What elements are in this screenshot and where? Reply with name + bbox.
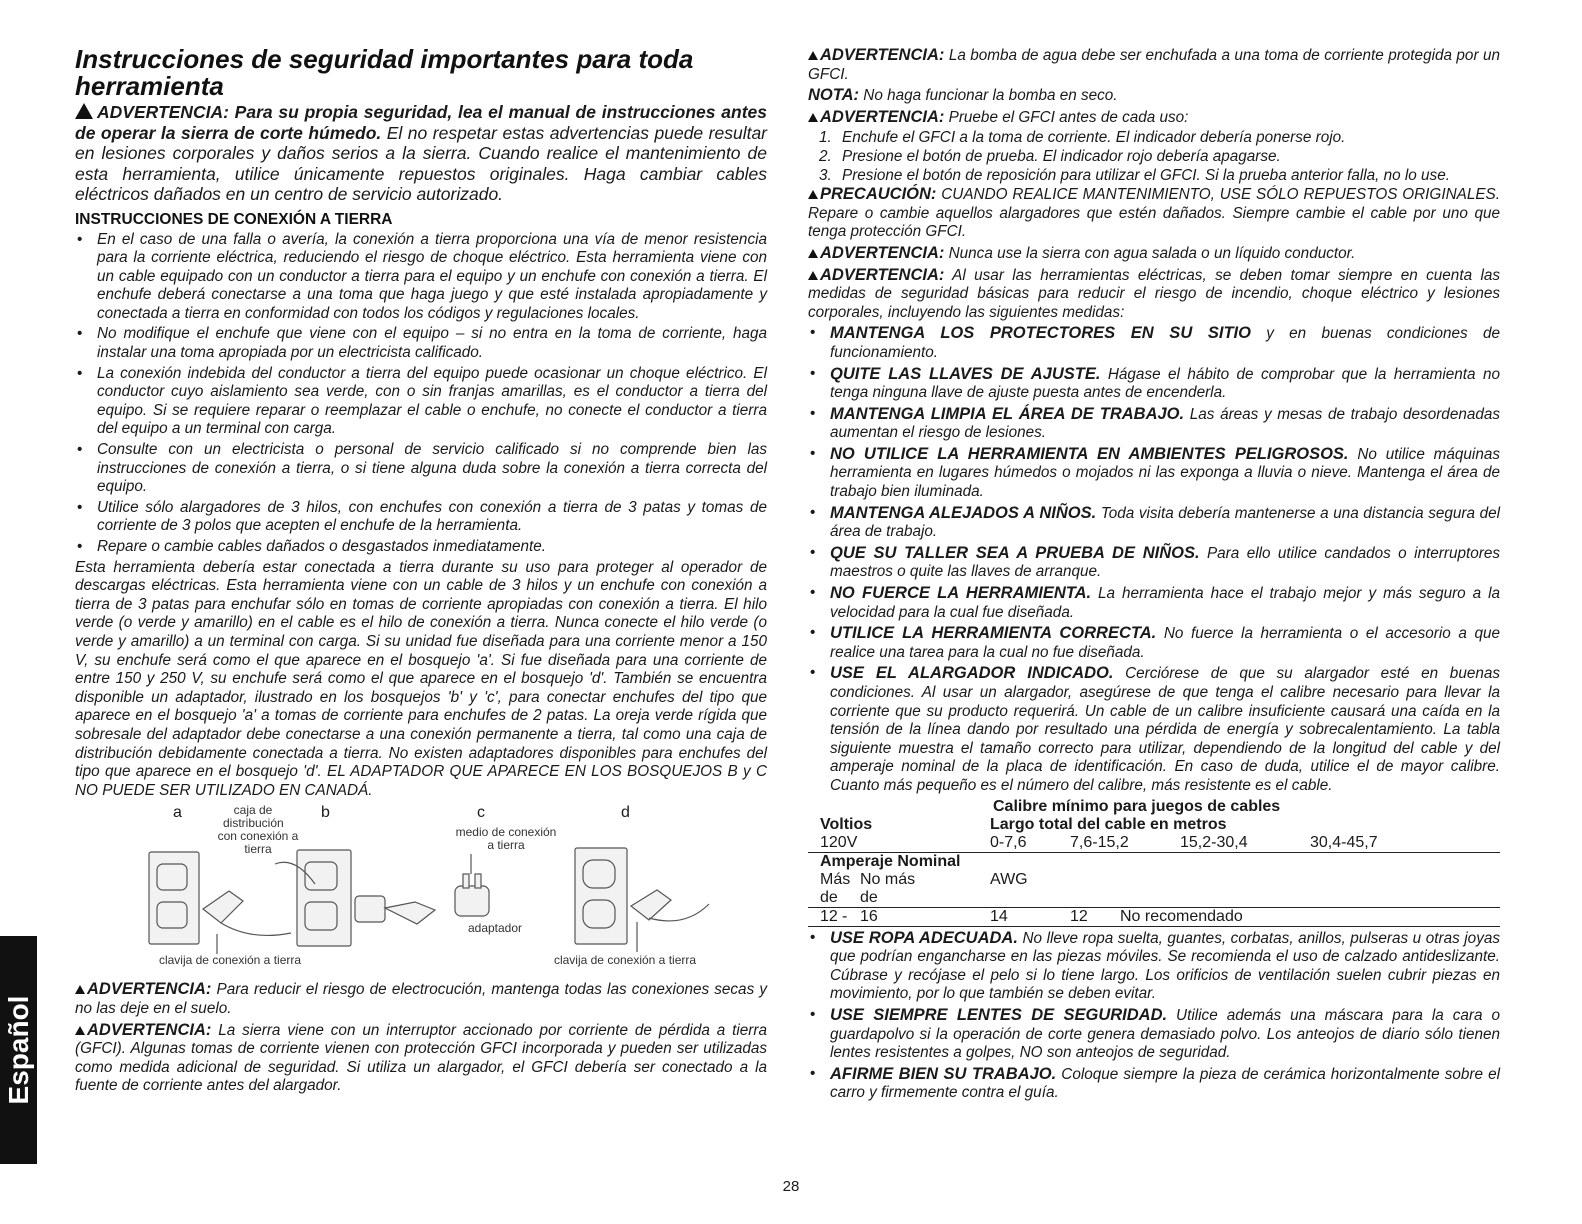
intro-rest: El no respetar estas advertencias puede resultar en lesiones corporales y daños serios a la sierra. Cuando realice el mantenimiento de esta herramienta, utilice únicamente repuestos originales. Haga cambiar cables eléctricos dañados en un centro de servicio autorizado. (75, 122, 768, 204)
list-item: 2. Presione el botón de prueba. El indicador rojo debería apagarse. (836, 148, 1500, 167)
warning-salt-water: ADVERTENCIA: Nunca use la sierra con agua salada o un líquido conductor. (808, 244, 1500, 264)
warning-general: ADVERTENCIA: Al usar las herramientas eléctricas, se deben tomar siempre en cuenta las medidas de seguridad básicas para reducir el riesgo de incendio, choque eléctrico y lesiones corporales, incluyendo las siguientes medidas: (808, 265, 1500, 321)
figure-label-c: c (477, 804, 485, 822)
caption-conn: con conexión a tierra (217, 829, 299, 857)
warning-icon (808, 113, 818, 122)
left-column (75, 46, 767, 1098)
caption-adaptador: adaptador (467, 921, 523, 936)
figure-label-a: a (173, 804, 182, 822)
grounding-figure (75, 804, 767, 974)
list-item: • Consulte con un electricista o personal de servicio calificado si no comprende bien las instrucciones de conexión a tierra, o si tiene alguna duda sobre la conexión a tierra correcta del equipo. (75, 441, 767, 497)
warning-pump: ADVERTENCIA: La bomba de agua debe ser enchufada a una toma de corriente protegida por un GFCI. (808, 46, 1500, 83)
figure-label-b: b (321, 804, 330, 822)
list-item: • La conexión indebida del conductor a tierra del equipo puede ocasionar un choque eléctrico. El conductor cuyo aislamiento sea verde, con o sin franjas amarillas, es el conductor a tierra del equipo. Si se requiere reparar o reemplazar el cable o enchufe, no conecte el conductor a tierra del equipo a un terminal con carga. (75, 365, 767, 439)
list-item: • USE SIEMPRE LENTES DE SEGURIDAD. Utilice además una máscara para la cara o guardapolvo si la operación de corte genera demasiado polvo. Los anteojos de diario sólo tienen lentes resistentes a golpes, NO son anteojos de seguridad. (808, 1006, 1500, 1063)
table-row: 120V 0-7,6 7,6-15,2 15,2-30,4 30,4-45,7 (808, 834, 1500, 853)
list-item: 1. Enchufe el GFCI a la toma de corriente. El indicador debería ponerse rojo. (836, 129, 1500, 148)
figure-drawings (75, 804, 767, 974)
intro-warning (75, 102, 767, 205)
list-item: • QUITE LAS LLAVES DE AJUSTE. Hágase el hábito de comprobar que la herramienta no tenga ninguna llave de ajuste puesta antes de encenderla. (808, 365, 1500, 403)
precaution: PRECAUCIÓN: CUANDO REALICE MANTENIMIENTO, USE SÓLO REPUESTOS ORIGINALES. Repare o cambie aquellos alargadores que estén dañados. Siempre cambie el cable por uno que tenga protección GFCI. (808, 185, 1500, 241)
gfci-steps (808, 129, 1500, 185)
warning-icon (75, 103, 93, 119)
list-item: • NO UTILICE LA HERRAMIENTA EN AMBIENTES PELIGROSOS. No utilice máquinas herramienta en lugares húmedos o mojados ni las exponga a lluvia o nieve. Mantenga el área de trabajo bien iluminada. (808, 445, 1500, 502)
table-title: Calibre mínimo para juegos de cables (993, 797, 1281, 815)
table-amp-label: Amperaje Nominal (820, 852, 961, 870)
ground-list (75, 231, 767, 557)
list-item: • AFIRME BIEN SU TRABAJO. Coloque siempre la pieza de cerámica horizontalmente sobre el carro y firmemente contra el guía. (808, 1065, 1500, 1103)
ground-paragraph: Esta herramienta debería estar conectada a tierra durante su uso para proteger al operador de descargas eléctricas. Esta herramienta viene con un cable de 3 hilos y un enchufe con conexión a tierra de 3 patas para enchufar sólo en tomas de corriente apropiadas con conexión a tierra. El hilo verde (o verde y amarillo) en el cable es el hilo de conexión a tierra. Nunca conecte el hilo verde (o verde y amarillo) a un terminal con carga. Si su unidad fue diseñada para una corriente menor a 150 V, su enchufe será como el que aparece en el bosquejo 'a'. Si fue diseñada para una corriente de entre 150 y 250 V, su enchufe será como el que aparece en el bosquejo 'd'. También se encuentra disponible un adaptador, ilustrado en los bosquejos 'b' y 'c', para conectar enchufes del tipo que aparece en el bosquejo 'a' a tomas de corriente para enchufes de 2 patas. La oreja verde rígida que sobresale del adaptador debe conectarse a una conexión permanente a tierra, tal como una caja de distribución debidamente conectada a tierra. No existen adaptadores disponibles para enchufes del tipo que aparece en el bosquejo 'd'. EL ADAPTADOR QUE APARECE EN LOS BOSQUEJOS B y C NO PUEDE SER UTILIZADO EN CANADÁ. (75, 558, 767, 799)
warning-icon (808, 271, 818, 280)
list-item: • NO FUERCE LA HERRAMIENTA. La herramienta hace el trabajo mejor y más seguro a la velocidad para la cual fue diseñada. (808, 584, 1500, 622)
table-voltios: Voltios (820, 815, 873, 833)
caption-box: caja de distribución (223, 803, 284, 831)
list-item: • En el caso de una falla o avería, la conexión a tierra proporciona una vía de menor resistencia para la corriente eléctrica, reduciendo el riesgo de choque eléctrico. Esta herramienta viene con un cable equipado con un conductor a tierra para el equipo y un enchufe con conexión a tierra. El enchufe deberá conectarse a una toma que haga juego y que esté instalada apropiadamente y conectada a tierra en conformidad con todos los códigos y regulaciones locales. (75, 231, 767, 324)
safety-rules (808, 324, 1500, 795)
safety-rules-2 (808, 929, 1500, 1103)
warning-icon (808, 249, 818, 258)
list-item: • No modifique el enchufe que viene con el equipo – si no entra en la toma de corriente, haga instalar una toma apropiada por un electricista calificado. (75, 325, 767, 362)
page-title: Instrucciones de seguridad importantes para toda herramienta (75, 44, 694, 101)
side-tab-label: Español (2, 995, 34, 1105)
table-row: de de (820, 888, 878, 906)
nota: NOTA: No haga funcionar la bomba en seco. (808, 86, 1118, 105)
warning-icon (808, 51, 818, 60)
list-item: • Utilice sólo alargadores de 3 hilos, con enchufes con conexión a tierra de 3 patas y tomas de corriente de 3 polos que acepten el enchufe de la herramienta. (75, 499, 767, 536)
table-largo: Largo total del cable en metros (990, 815, 1227, 833)
page-number: 28 (782, 1178, 800, 1195)
warning-gfci: ADVERTENCIA: La sierra viene con un interruptor accionado por corriente de pérdida a tierra (GFCI). Algunas tomas de corriente vienen con protección GFCI incorporada y pueden ser utilizadas como medida adicional de seguridad. Si utiliza un alargador, el GFCI debería ser conectado a la fuente de corriente antes del alargador. (75, 1020, 767, 1095)
table-row: 12 - 16 14 12 No recomendado (808, 907, 1500, 927)
intro-bold: ADVERTENCIA: Para su propia seguridad, lea el manual de instrucciones antes de operar la sierra de corte húmedo. (75, 102, 767, 143)
caption-pin-left: clavija de conexión a tierra (158, 953, 302, 968)
list-item: • MANTENGA LIMPIA EL ÁREA DE TRABAJO. Las áreas y mesas de trabajo desordenadas aumentan el riesgo de lesiones. (808, 405, 1500, 443)
list-item: • UTILICE LA HERRAMIENTA CORRECTA. No fuerce la herramienta o el accesorio a que realice una tarea para la cual no fue diseñada. (808, 624, 1500, 662)
warning-icon (75, 985, 85, 994)
caption-pin-right: clavija de conexión a tierra (553, 953, 697, 968)
figure-label-d: d (621, 804, 630, 822)
warning-icon (75, 1026, 85, 1035)
list-item: • QUE SU TALLER SEA A PRUEBA DE NIÑOS. Para ello utilice candados o interruptores maestros o quite las llaves de arranque. (808, 544, 1500, 582)
list-item: • MANTENGA LOS PROTECTORES EN SU SITIO y en buenas condiciones de funcionamiento. (808, 324, 1500, 362)
adapter-c (455, 886, 489, 916)
cable-gauge-table (808, 798, 1500, 927)
caption-medio: medio de conexión a tierra (455, 825, 557, 853)
ground-heading: INSTRUCCIONES DE CONEXIÓN A TIERRA (75, 210, 393, 228)
warning-electrocution: ADVERTENCIA: Para reducir el riesgo de electrocución, mantenga todas las conexiones secas y no las deje en el suelo. (75, 980, 767, 1017)
language-side-tab (0, 936, 37, 1164)
table-row: Más No más AWG (820, 870, 1028, 888)
right-column (808, 46, 1500, 1105)
list-item: • MANTENGA ALEJADOS A NIÑOS. Toda visita debería mantenerse a una distancia segura del área de trabajo. (808, 504, 1500, 542)
list-item: 3. Presione el botón de reposición para utilizar el GFCI. Si la prueba anterior falla, no lo use. (836, 167, 1500, 186)
list-item: • Repare o cambie cables dañados o desgastados inmediatamente. (75, 538, 767, 557)
warning-test-gfci: ADVERTENCIA: Pruebe el GFCI antes de cada uso: (808, 108, 1500, 128)
warning-icon (808, 190, 818, 199)
list-item: • USE EL ALARGADOR INDICADO. Cerciórese de que su alargador esté en buenas condiciones. Al usar un alargador, asegúrese de que tenga el calibre necesario para llevar la corriente que su producto requerirá. Un cable de un calibre insuficiente causará una caída en la tensión de la línea dando por resultado una pérdida de energía y sobrecalentamiento. La tabla siguiente muestra el tamaño correcto para utilizar, dependiendo de la longitud del cable y del amperaje nominal de la placa de identificación. En caso de duda, utilice el de mayor calibre. Cuanto más pequeño es el número del calibre, más resistente es el cable. (808, 664, 1500, 795)
list-item: • USE ROPA ADECUADA. No lleve ropa suelta, guantes, corbatas, anillos, pulseras u otras joyas que podrían engancharse en las piezas móviles. Se recomienda el uso de calzado antideslizante. Cúbrase y recójase el pelo si lo tiene largo. Los orificios de ventilación suelen cubrir piezas en movimiento, por lo que también se deben evitar. (808, 929, 1500, 1004)
